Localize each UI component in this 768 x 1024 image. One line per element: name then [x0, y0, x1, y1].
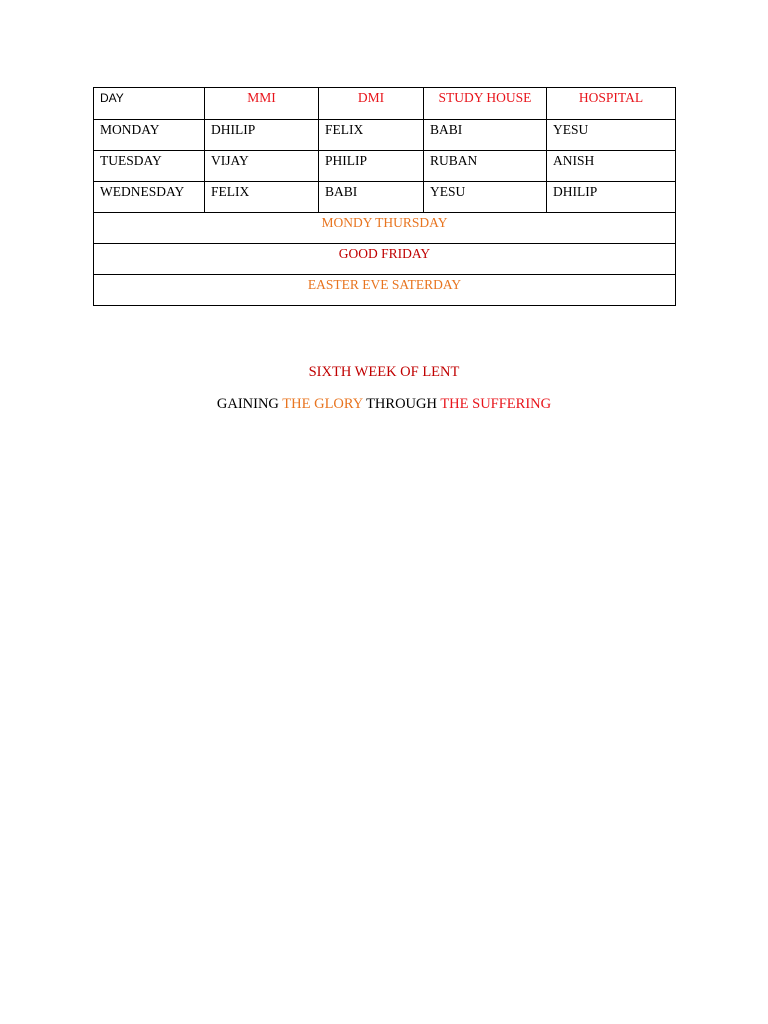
header-study-house: STUDY HOUSE — [424, 88, 547, 120]
table-cell: VIJAY — [205, 151, 319, 182]
duty-schedule-table — [93, 87, 676, 306]
table-cell: DHILIP — [547, 182, 676, 213]
table-row — [94, 182, 676, 213]
special-day-maundy-thursday: MONDY THURSDAY — [94, 213, 676, 244]
table-cell: DHILIP — [205, 120, 319, 151]
table-cell: FELIX — [205, 182, 319, 213]
table-cell: RUBAN — [424, 151, 547, 182]
special-day-row — [94, 275, 676, 306]
table-row — [94, 120, 676, 151]
special-day-row — [94, 213, 676, 244]
theme-part-the-glory: THE GLORY — [282, 396, 363, 412]
table-cell: ANISH — [547, 151, 676, 182]
theme-line — [0, 396, 768, 413]
table-header-row — [94, 88, 676, 120]
special-day-row — [94, 244, 676, 275]
table-cell: YESU — [424, 182, 547, 213]
theme-part-the-suffering: THE SUFFERING — [440, 396, 552, 412]
table-cell: YESU — [547, 120, 676, 151]
row-day: MONDAY — [94, 120, 205, 151]
table-cell: BABI — [424, 120, 547, 151]
theme-part-through: THROUGH — [362, 396, 441, 412]
row-day: TUESDAY — [94, 151, 205, 182]
special-day-easter-eve: EASTER EVE SATERDAY — [94, 275, 676, 306]
header-day: DAY — [94, 88, 205, 120]
table-cell: PHILIP — [319, 151, 424, 182]
table-cell: BABI — [319, 182, 424, 213]
table-cell: FELIX — [319, 120, 424, 151]
header-hospital: HOSPITAL — [547, 88, 676, 120]
special-day-good-friday: GOOD FRIDAY — [94, 244, 676, 275]
header-mmi: MMI — [205, 88, 319, 120]
row-day: WEDNESDAY — [94, 182, 205, 213]
header-dmi: DMI — [319, 88, 424, 120]
table-row — [94, 151, 676, 182]
theme-part-gaining: GAINING — [216, 396, 283, 412]
week-title: SIXTH WEEK OF LENT — [308, 364, 460, 380]
